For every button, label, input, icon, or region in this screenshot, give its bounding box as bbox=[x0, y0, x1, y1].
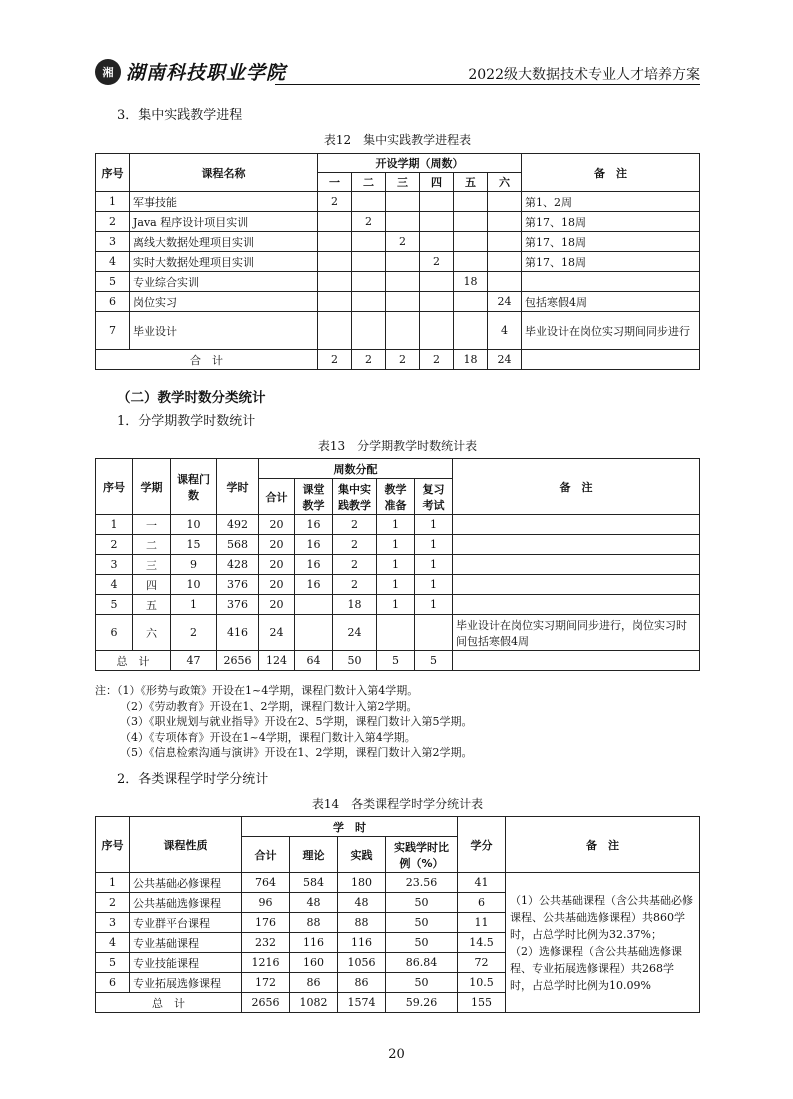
table-row bbox=[96, 515, 700, 535]
cell-weeks bbox=[488, 272, 522, 292]
cell-total-e: 5 bbox=[415, 651, 453, 671]
cell-pr: 1 bbox=[377, 555, 415, 575]
cell-weeks bbox=[386, 272, 420, 292]
cell-remark bbox=[453, 515, 700, 535]
cell-c: 11 bbox=[458, 913, 506, 933]
page-header bbox=[95, 58, 700, 88]
cell-p: 2 bbox=[333, 535, 377, 555]
header-semester-2: 二 bbox=[352, 173, 386, 192]
table-row bbox=[96, 312, 700, 350]
cell-course-name: Java 程序设计项目实训 bbox=[130, 212, 318, 232]
header-remark: 备 注 bbox=[453, 459, 700, 515]
cell-total-t: 2656 bbox=[242, 993, 290, 1013]
cell-no: 6 bbox=[96, 615, 133, 651]
cell-remark: 第17、18周 bbox=[522, 232, 700, 252]
cell-remark bbox=[453, 555, 700, 575]
cell-no: 6 bbox=[96, 292, 130, 312]
cell-weeks bbox=[318, 272, 352, 292]
cell-total-c: 155 bbox=[458, 993, 506, 1013]
cell-remark bbox=[453, 651, 700, 671]
header-semester-weeks: 开设学期（周数） bbox=[318, 154, 522, 173]
table-row bbox=[96, 535, 700, 555]
table-semester-hours bbox=[95, 458, 700, 671]
cell-cl: 16 bbox=[295, 555, 333, 575]
cell-weeks bbox=[454, 252, 488, 272]
cell-th: 48 bbox=[290, 893, 338, 913]
cell-weeks bbox=[454, 312, 488, 350]
header-practice: 集中实践教学 bbox=[333, 479, 377, 515]
cell-sem: 二 bbox=[133, 535, 171, 555]
cell-no: 5 bbox=[96, 953, 130, 973]
cell-r: 23.56 bbox=[386, 873, 458, 893]
cell-cl: 16 bbox=[295, 535, 333, 555]
header-week-distribution: 周数分配 bbox=[259, 459, 453, 479]
cell-weeks bbox=[318, 232, 352, 252]
cell-r: 50 bbox=[386, 973, 458, 993]
cell-cl: 16 bbox=[295, 515, 333, 535]
cell-weeks: 2 bbox=[318, 192, 352, 212]
header-practice: 实践 bbox=[338, 837, 386, 873]
header-practice-ratio: 实践学时比例（%） bbox=[386, 837, 458, 873]
cell-t: 20 bbox=[259, 575, 295, 595]
header-credits: 学分 bbox=[458, 817, 506, 873]
table-caption: 表12 集中实践教学进程表 bbox=[323, 133, 472, 147]
cell-weeks bbox=[318, 292, 352, 312]
cell-weeks bbox=[386, 252, 420, 272]
cell-total-t: 124 bbox=[259, 651, 295, 671]
cell-t: 96 bbox=[242, 893, 290, 913]
cell-t: 764 bbox=[242, 873, 290, 893]
table-row bbox=[96, 595, 700, 615]
cell-no: 1 bbox=[96, 192, 130, 212]
cell-c: 6 bbox=[458, 893, 506, 913]
cell-c: 9 bbox=[171, 555, 217, 575]
cell-p: 24 bbox=[333, 615, 377, 651]
cell-remark: 第1、2周 bbox=[522, 192, 700, 212]
cell-c: 10.5 bbox=[458, 973, 506, 993]
cell-course-name: 军事技能 bbox=[130, 192, 318, 212]
cell-total-pr: 5 bbox=[377, 651, 415, 671]
cell-no: 3 bbox=[96, 555, 133, 575]
header-preparation: 教学准备 bbox=[377, 479, 415, 515]
cell-total-p: 50 bbox=[333, 651, 377, 671]
cell-t: 176 bbox=[242, 913, 290, 933]
cell-total-weeks: 2 bbox=[352, 350, 386, 370]
cell-weeks: 2 bbox=[386, 232, 420, 252]
cell-c: 41 bbox=[458, 873, 506, 893]
cell-total-label: 总 计 bbox=[96, 651, 171, 671]
note-line: （3）《职业规划与就业指导》开设在2、5学期，课程门数计入第5学期。 bbox=[120, 715, 473, 728]
table-caption: 表14 各类课程学时学分统计表 bbox=[311, 797, 484, 811]
cell-course-type: 专业基础课程 bbox=[130, 933, 242, 953]
cell-course-name: 离线大数据处理项目实训 bbox=[130, 232, 318, 252]
cell-weeks: 18 bbox=[454, 272, 488, 292]
cell-pr: 1 bbox=[377, 595, 415, 615]
cell-weeks bbox=[386, 312, 420, 350]
cell-e: 1 bbox=[415, 515, 453, 535]
cell-weeks bbox=[352, 252, 386, 272]
cell-pr: 1 bbox=[377, 515, 415, 535]
cell-p: 18 bbox=[333, 595, 377, 615]
table-row bbox=[96, 212, 700, 232]
cell-remark: 包括寒假4周 bbox=[522, 292, 700, 312]
table-notes bbox=[95, 683, 473, 761]
cell-h: 568 bbox=[217, 535, 259, 555]
cell-weeks bbox=[488, 192, 522, 212]
cell-weeks bbox=[352, 272, 386, 292]
cell-pr bbox=[377, 615, 415, 651]
cell-sem: 五 bbox=[133, 595, 171, 615]
cell-r: 50 bbox=[386, 933, 458, 953]
cell-h: 416 bbox=[217, 615, 259, 651]
cell-weeks bbox=[352, 312, 386, 350]
cell-weeks bbox=[420, 212, 454, 232]
cell-h: 376 bbox=[217, 595, 259, 615]
cell-weeks bbox=[454, 192, 488, 212]
cell-course-type: 专业技能课程 bbox=[130, 953, 242, 973]
cell-weeks: 2 bbox=[420, 252, 454, 272]
cell-course-type: 公共基础选修课程 bbox=[130, 893, 242, 913]
college-seal-icon: 湘 bbox=[95, 59, 121, 85]
cell-course-type: 公共基础必修课程 bbox=[130, 873, 242, 893]
cell-weeks bbox=[318, 212, 352, 232]
document-title: 2022级大数据技术专业人才培养方案 bbox=[468, 67, 700, 83]
header-no: 序号 bbox=[96, 817, 130, 873]
cell-total-r: 59.26 bbox=[386, 993, 458, 1013]
cell-p: 2 bbox=[333, 575, 377, 595]
cell-course-name: 岗位实习 bbox=[130, 292, 318, 312]
cell-remark bbox=[453, 575, 700, 595]
cell-weeks bbox=[352, 292, 386, 312]
cell-weeks: 4 bbox=[488, 312, 522, 350]
cell-weeks bbox=[454, 292, 488, 312]
cell-e: 1 bbox=[415, 595, 453, 615]
remark-line: （1）公共基础课程（含公共基础必修课程、公共基础选修课程）共860学时，占总学时比例为32.37%； bbox=[510, 893, 693, 941]
header-hours: 学时 bbox=[217, 459, 259, 515]
cell-course-name: 专业综合实训 bbox=[130, 272, 318, 292]
table-row bbox=[96, 575, 700, 595]
cell-h: 428 bbox=[217, 555, 259, 575]
cell-no: 5 bbox=[96, 595, 133, 615]
cell-total-label: 合 计 bbox=[96, 350, 318, 370]
cell-th: 116 bbox=[290, 933, 338, 953]
cell-cl: 16 bbox=[295, 575, 333, 595]
cell-p: 48 bbox=[338, 893, 386, 913]
cell-t: 20 bbox=[259, 555, 295, 575]
cell-no: 1 bbox=[96, 873, 130, 893]
cell-cl bbox=[295, 595, 333, 615]
cell-weeks bbox=[420, 272, 454, 292]
cell-th: 584 bbox=[290, 873, 338, 893]
header-semester-3: 三 bbox=[386, 173, 420, 192]
cell-total-label: 总 计 bbox=[96, 993, 242, 1013]
cell-no: 3 bbox=[96, 913, 130, 933]
cell-t: 232 bbox=[242, 933, 290, 953]
cell-weeks bbox=[352, 232, 386, 252]
header-total: 合计 bbox=[242, 837, 290, 873]
cell-remark bbox=[522, 272, 700, 292]
cell-weeks bbox=[318, 312, 352, 350]
cell-c: 10 bbox=[171, 575, 217, 595]
cell-c: 1 bbox=[171, 595, 217, 615]
subsection-heading: 1．分学期教学时数统计 bbox=[117, 414, 256, 429]
cell-no: 4 bbox=[96, 252, 130, 272]
cell-no: 1 bbox=[96, 515, 133, 535]
subsection-heading: 2．各类课程学时学分统计 bbox=[117, 772, 269, 787]
cell-c: 2 bbox=[171, 615, 217, 651]
cell-sem: 四 bbox=[133, 575, 171, 595]
cell-r: 50 bbox=[386, 913, 458, 933]
header-semester-1: 一 bbox=[318, 173, 352, 192]
cell-c: 72 bbox=[458, 953, 506, 973]
cell-p: 180 bbox=[338, 873, 386, 893]
remark-line: （2）选修课程（含公共基础选修课程、专业拓展选修课程）共268学时，占总学时比例为10.09% bbox=[510, 944, 682, 992]
cell-sem: 三 bbox=[133, 555, 171, 575]
table-caption: 表13 分学期教学时数统计表 bbox=[317, 439, 478, 453]
table-practice-schedule bbox=[95, 153, 700, 370]
note-line: 注：（1）《形势与政策》开设在1~4学期，课程门数计入第4学期。 bbox=[95, 684, 419, 697]
cell-total-th: 1082 bbox=[290, 993, 338, 1013]
cell-e: 1 bbox=[415, 535, 453, 555]
cell-p: 116 bbox=[338, 933, 386, 953]
cell-remark: 毕业设计在岗位实习期间同步进行，岗位实习时间包括寒假4周 bbox=[453, 615, 700, 651]
table-course-credits bbox=[95, 816, 700, 1013]
cell-e bbox=[415, 615, 453, 651]
table-row bbox=[96, 873, 700, 893]
cell-total-c: 47 bbox=[171, 651, 217, 671]
note-line: （4）《专项体育》开设在1~4学期，课程门数计入第4学期。 bbox=[120, 730, 416, 744]
cell-course-name: 毕业设计 bbox=[130, 312, 318, 350]
cell-t: 20 bbox=[259, 535, 295, 555]
header-remark: 备 注 bbox=[506, 817, 700, 873]
cell-cl bbox=[295, 615, 333, 651]
table-total-row bbox=[96, 651, 700, 671]
section-heading: （二）教学时数分类统计 bbox=[117, 390, 266, 406]
note-line: （2）《劳动教育》开设在1、2学期，课程门数计入第2学期。 bbox=[120, 699, 418, 713]
header-rule bbox=[275, 84, 700, 85]
section-heading: 3．集中实践教学进程 bbox=[117, 108, 243, 123]
cell-weeks bbox=[352, 192, 386, 212]
header-semester-5: 五 bbox=[454, 173, 488, 192]
header-hours: 学 时 bbox=[242, 817, 458, 837]
cell-t: 1216 bbox=[242, 953, 290, 973]
table-row bbox=[96, 252, 700, 272]
cell-p: 86 bbox=[338, 973, 386, 993]
cell-remark: 毕业设计在岗位实习期间同步进行 bbox=[522, 312, 700, 350]
cell-weeks bbox=[420, 312, 454, 350]
cell-p: 2 bbox=[333, 515, 377, 535]
cell-no: 5 bbox=[96, 272, 130, 292]
cell-r: 50 bbox=[386, 893, 458, 913]
cell-c: 10 bbox=[171, 515, 217, 535]
cell-e: 1 bbox=[415, 575, 453, 595]
table-row bbox=[96, 615, 700, 651]
cell-no: 2 bbox=[96, 212, 130, 232]
college-name-logo: 湖南科技职业学院 bbox=[126, 62, 287, 84]
cell-remark bbox=[453, 535, 700, 555]
cell-c: 15 bbox=[171, 535, 217, 555]
college-logo bbox=[95, 58, 286, 85]
cell-h: 492 bbox=[217, 515, 259, 535]
cell-no: 4 bbox=[96, 933, 130, 953]
header-course-type: 课程性质 bbox=[130, 817, 242, 873]
cell-remark: 第17、18周 bbox=[522, 252, 700, 272]
page-number: 20 bbox=[388, 1047, 405, 1062]
cell-no: 4 bbox=[96, 575, 133, 595]
cell-weeks bbox=[386, 292, 420, 312]
cell-weeks: 2 bbox=[352, 212, 386, 232]
cell-t: 24 bbox=[259, 615, 295, 651]
table-row bbox=[96, 555, 700, 575]
cell-p: 88 bbox=[338, 913, 386, 933]
cell-p: 2 bbox=[333, 555, 377, 575]
cell-t: 20 bbox=[259, 595, 295, 615]
cell-total-p: 1574 bbox=[338, 993, 386, 1013]
cell-no: 3 bbox=[96, 232, 130, 252]
cell-th: 88 bbox=[290, 913, 338, 933]
cell-pr: 1 bbox=[377, 535, 415, 555]
table-total-row bbox=[96, 350, 700, 370]
cell-t: 172 bbox=[242, 973, 290, 993]
header-course-count: 课程门数 bbox=[171, 459, 217, 515]
cell-weeks bbox=[420, 292, 454, 312]
header-remark: 备 注 bbox=[522, 154, 700, 192]
cell-no: 7 bbox=[96, 312, 130, 350]
cell-total-h: 2656 bbox=[217, 651, 259, 671]
cell-pr: 1 bbox=[377, 575, 415, 595]
cell-no: 2 bbox=[96, 535, 133, 555]
header-semester-4: 四 bbox=[420, 173, 454, 192]
cell-weeks bbox=[420, 192, 454, 212]
cell-total-weeks: 2 bbox=[420, 350, 454, 370]
cell-remark bbox=[506, 873, 700, 1013]
cell-remark bbox=[453, 595, 700, 615]
cell-total-weeks: 2 bbox=[318, 350, 352, 370]
cell-remark bbox=[522, 350, 700, 370]
cell-th: 160 bbox=[290, 953, 338, 973]
cell-total-weeks: 24 bbox=[488, 350, 522, 370]
header-exam: 复习考试 bbox=[415, 479, 453, 515]
table-row bbox=[96, 292, 700, 312]
header-semester-6: 六 bbox=[488, 173, 522, 192]
cell-sem: 一 bbox=[133, 515, 171, 535]
cell-weeks bbox=[420, 232, 454, 252]
cell-r: 86.84 bbox=[386, 953, 458, 973]
table-row bbox=[96, 232, 700, 252]
cell-remark: 第17、18周 bbox=[522, 212, 700, 232]
cell-th: 86 bbox=[290, 973, 338, 993]
cell-weeks bbox=[454, 232, 488, 252]
cell-course-type: 专业拓展选修课程 bbox=[130, 973, 242, 993]
cell-weeks bbox=[488, 232, 522, 252]
table-row bbox=[96, 272, 700, 292]
cell-p: 1056 bbox=[338, 953, 386, 973]
table-row bbox=[96, 192, 700, 212]
header-course-name: 课程名称 bbox=[130, 154, 318, 192]
cell-total-weeks: 2 bbox=[386, 350, 420, 370]
cell-total-cl: 64 bbox=[295, 651, 333, 671]
cell-c: 14.5 bbox=[458, 933, 506, 953]
cell-course-name: 实时大数据处理项目实训 bbox=[130, 252, 318, 272]
note-line: （5）《信息检索沟通与演讲》开设在1、2学期，课程门数计入第2学期。 bbox=[120, 746, 473, 759]
cell-weeks bbox=[454, 212, 488, 232]
cell-weeks bbox=[488, 212, 522, 232]
cell-sem: 六 bbox=[133, 615, 171, 651]
cell-weeks bbox=[386, 192, 420, 212]
cell-h: 376 bbox=[217, 575, 259, 595]
cell-no: 6 bbox=[96, 973, 130, 993]
cell-weeks: 24 bbox=[488, 292, 522, 312]
cell-weeks bbox=[488, 252, 522, 272]
cell-t: 20 bbox=[259, 515, 295, 535]
header-no: 序号 bbox=[96, 154, 130, 192]
cell-weeks bbox=[386, 212, 420, 232]
header-total: 合计 bbox=[259, 479, 295, 515]
header-classroom: 课堂教学 bbox=[295, 479, 333, 515]
cell-total-weeks: 18 bbox=[454, 350, 488, 370]
cell-course-type: 专业群平台课程 bbox=[130, 913, 242, 933]
cell-weeks bbox=[318, 252, 352, 272]
header-semester: 学期 bbox=[133, 459, 171, 515]
header-theory: 理论 bbox=[290, 837, 338, 873]
cell-no: 2 bbox=[96, 893, 130, 913]
cell-e: 1 bbox=[415, 555, 453, 575]
header-no: 序号 bbox=[96, 459, 133, 515]
